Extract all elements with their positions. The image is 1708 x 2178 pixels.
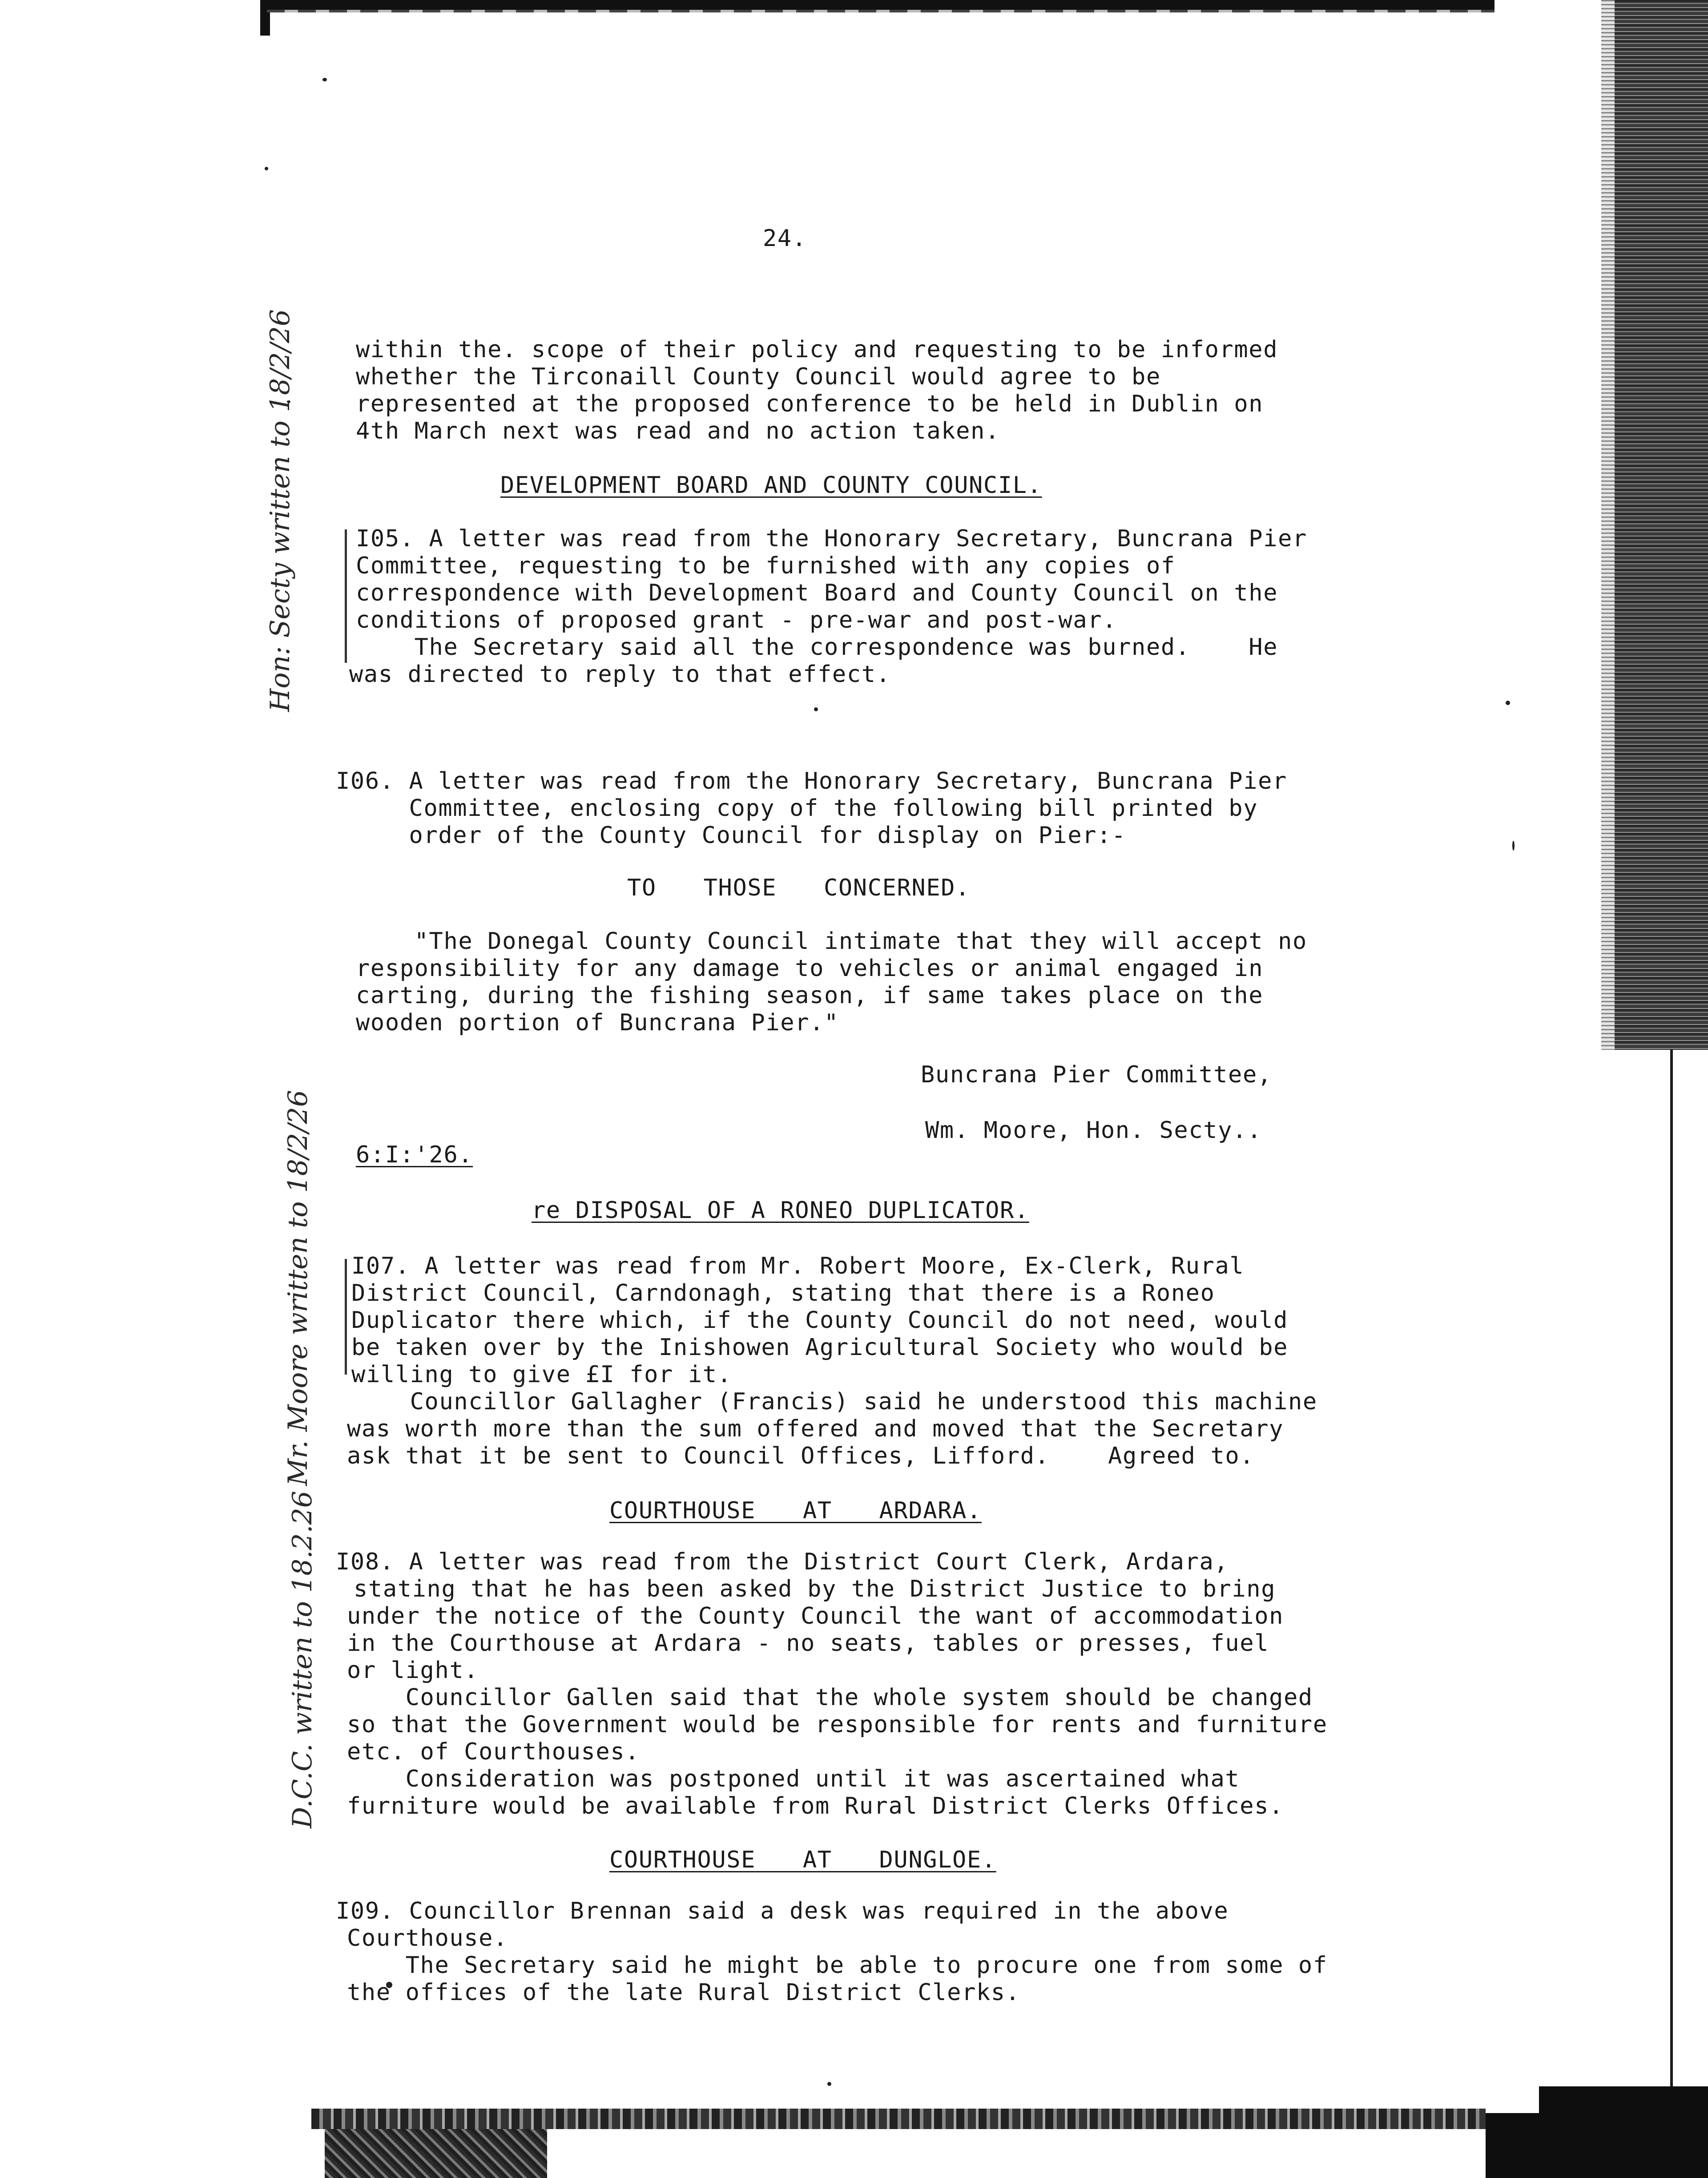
item-106-line: I06. A letter was read from the Honorary Secretary, Buncrana Pier <box>336 768 1287 795</box>
scan-top-edge <box>267 0 1494 10</box>
item-107-line: Councillor Gallagher (Francis) said he understood this machine <box>351 1388 1317 1415</box>
item-107-line: was worth more than the sum offered and moved that the Secretary <box>347 1416 1284 1442</box>
scan-speck <box>827 2082 831 2086</box>
item-105-line: was directed to reply to that effect. <box>349 661 891 688</box>
margin-note-108: D.C.C. written to 18.2.26 <box>287 1491 318 1828</box>
scan-speck <box>265 167 268 170</box>
item-109-line: the offices of the late Rural District Clerks. <box>347 1979 1020 2006</box>
notice-date: 6:I:'26. <box>356 1141 473 1168</box>
item-107-line: Duplicator there which, if the County Council do not need, would <box>351 1307 1289 1334</box>
item-106-line: order of the County Council for display on Pier:- <box>336 822 1126 849</box>
item-105-line: Committee, requesting to be furnished with any copies of <box>356 553 1176 579</box>
item-108-line: in the Courthouse at Ardara - no seats, tables or presses, fuel <box>347 1630 1269 1657</box>
item-108-line: stating that he has been asked by the District Justice to bring <box>354 1576 1276 1602</box>
item-108-line: etc. of Courthouses. <box>347 1738 640 1765</box>
intro-line: within the. scope of their policy and requesting to be informed <box>356 336 1278 363</box>
section-heading-roneo: re DISPOSAL OF A RONEO DUPLICATOR. <box>532 1197 1029 1224</box>
intro-line: whether the Tirconaill County Council would agree to be <box>356 363 1161 390</box>
item-109-line: I09. Councillor Brennan said a desk was required in the above <box>336 1898 1229 1924</box>
scan-bottom-right-notch <box>1486 2086 1539 2113</box>
section-heading-ardara: COURTHOUSE AT ARDARA. <box>609 1497 982 1524</box>
item-108-line: I08. A letter was read from the District Court Clerk, Ardara, <box>336 1549 1229 1575</box>
scan-bottom-blank <box>547 2131 1486 2178</box>
scan-top-edge-shadow <box>267 10 1494 12</box>
notice-heading: TO THOSE CONCERNED. <box>627 875 971 901</box>
notice-line: wooden portion of Buncrana Pier." <box>356 1009 839 1036</box>
item-109-line: The Secretary said he might be able to procure one from some of <box>347 1952 1328 1979</box>
scan-speck <box>322 78 327 81</box>
item-108-line: under the notice of the County Council the want of accommodation <box>347 1603 1284 1629</box>
scan-speck <box>1512 841 1515 851</box>
margin-bracket <box>345 529 347 663</box>
margin-note-105: Hon: Secty written to 18/2/26 <box>265 309 296 712</box>
item-108-line: so that the Government would be responsible for rents and furniture <box>347 1711 1328 1738</box>
item-105-line: conditions of proposed grant - pre-war and post-war. <box>356 607 1117 633</box>
section-heading-dungloe: COURTHOUSE AT DUNGLOE. <box>609 1847 996 1873</box>
scan-right-edge <box>1615 0 1708 1050</box>
margin-note-107: Mr. Moore written to 18/2/26 <box>282 1090 314 1486</box>
page-number: 24. <box>763 225 807 252</box>
item-108-line: Councillor Gallen said that the whole system should be changed <box>347 1684 1313 1711</box>
item-107-line: be taken over by the Inishowen Agricultural Society who would be <box>351 1334 1289 1361</box>
scan-right-edge-shadow <box>1601 0 1615 1050</box>
item-105-line: The Secretary said all the correspondence was burned. He <box>356 634 1278 661</box>
scan-bottom-left-corner <box>325 2129 547 2178</box>
item-108-line: Consideration was postponed until it was ascertained what <box>347 1766 1240 1792</box>
margin-bracket <box>345 1259 347 1375</box>
item-105-line: correspondence with Development Board and County Council on the <box>356 580 1278 606</box>
notice-line: responsibility for any damage to vehicles or animal engaged in <box>356 955 1264 982</box>
item-106-line: Committee, enclosing copy of the following bill printed by <box>336 795 1258 822</box>
scan-speck <box>1506 701 1510 705</box>
intro-line: represented at the proposed conference to be held in Dublin on <box>356 391 1264 417</box>
signature-committee: Buncrana Pier Committee, <box>921 1061 1272 1088</box>
item-108-line: or light. <box>347 1657 479 1684</box>
item-107-line: ask that it be sent to Council Offices, Lifford. Agreed to. <box>347 1443 1255 1469</box>
item-107-line: I07. A letter was read from Mr. Robert Moore, Ex-Clerk, Rural <box>351 1253 1245 1279</box>
item-108-line: furniture would be available from Rural District Clerks Offices. <box>347 1793 1284 1819</box>
signature-name: Wm. Moore, Hon. Secty.. <box>925 1117 1262 1144</box>
scan-right-edge-lower <box>1670 1050 1708 2178</box>
item-107-line: District Council, Carndonagh, stating that there is a Roneo <box>351 1280 1215 1307</box>
scan-bottom-edge <box>311 2109 1668 2129</box>
intro-line: 4th March next was read and no action taken. <box>356 418 1000 444</box>
scan-speck <box>814 707 818 711</box>
notice-line: carting, during the fishing season, if same takes place on the <box>356 982 1264 1009</box>
item-109-line: Courthouse. <box>347 1925 508 1952</box>
item-105-line: I05. A letter was read from the Honorary Secretary, Buncrana Pier <box>356 525 1307 552</box>
item-107-line: willing to give £I for it. <box>351 1361 732 1388</box>
section-heading-development: DEVELOPMENT BOARD AND COUNTY COUNCIL. <box>500 472 1042 499</box>
notice-line: "The Donegal County Council intimate that they will accept no <box>356 928 1307 955</box>
